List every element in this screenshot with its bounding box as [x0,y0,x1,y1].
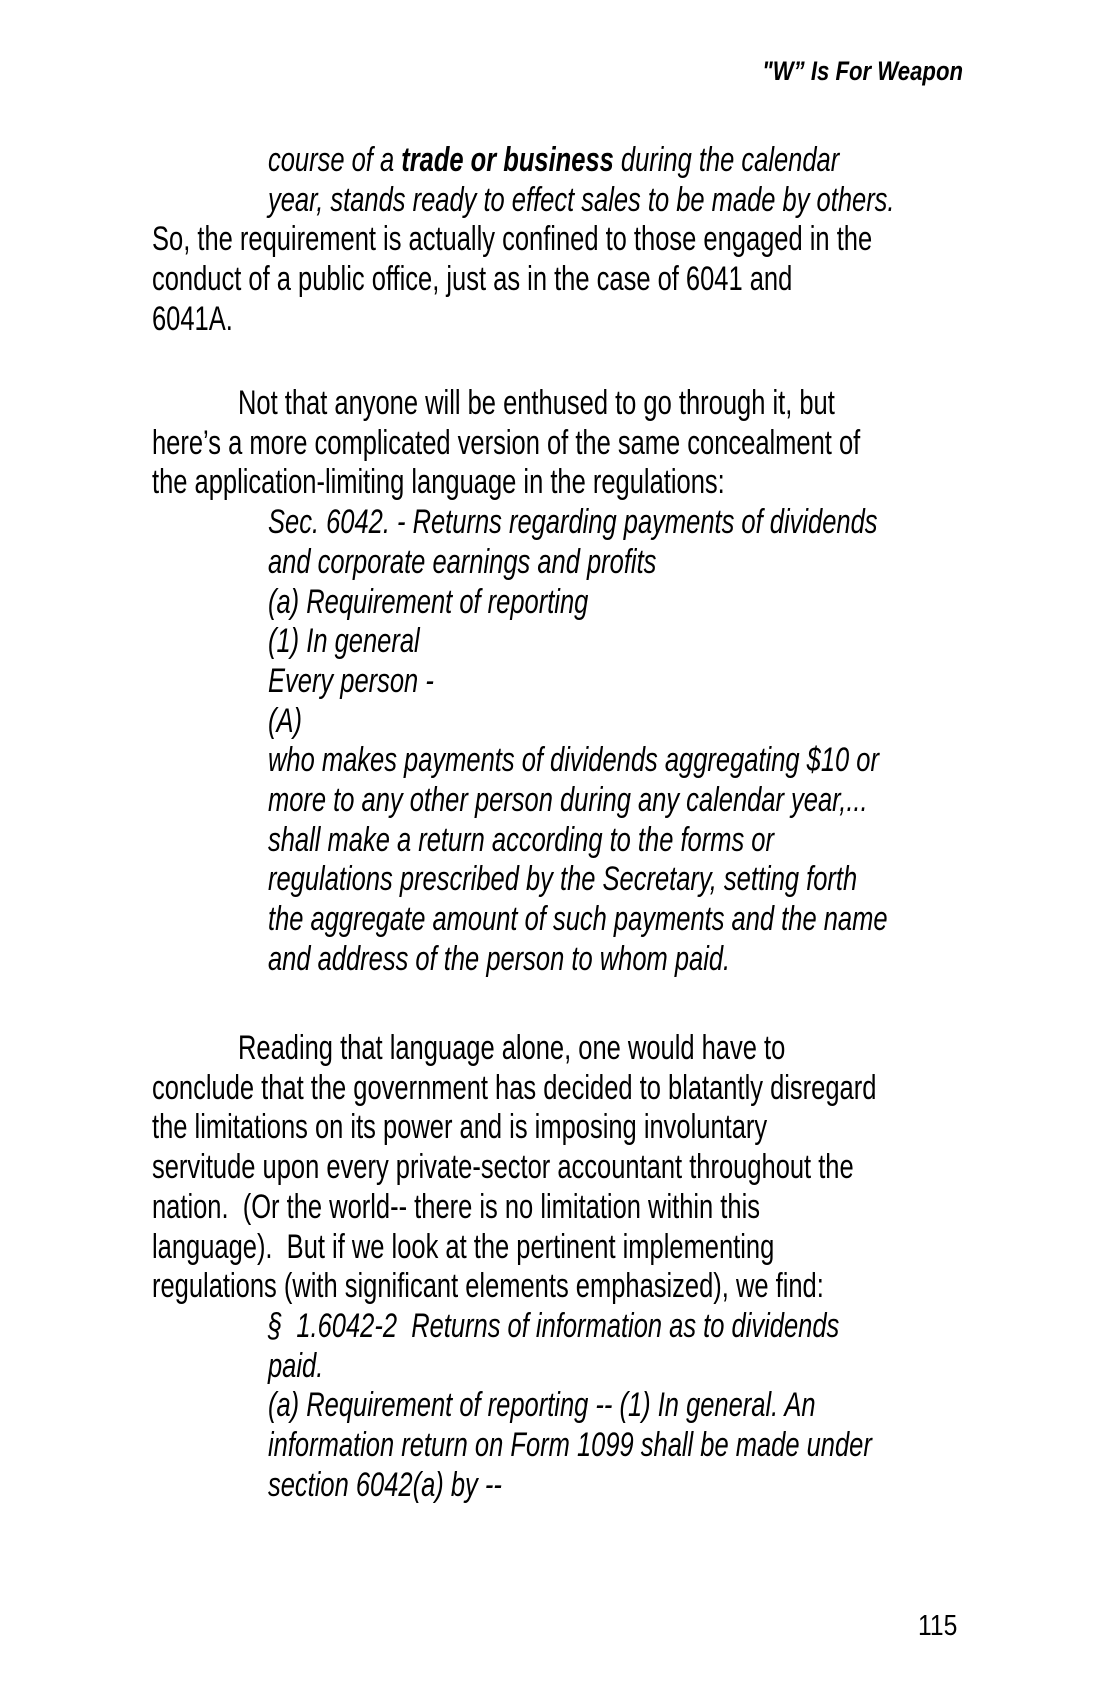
blockquote-line: and address of the person to whom paid. [268,939,731,978]
blockquote-line: (A) [268,701,302,740]
section-paragraph-and-quote [152,384,1096,980]
blockquote-line: § 1.6042-2 Returns of information as to dividends [268,1306,840,1345]
running-header-title: "W” Is For Weapon [762,56,963,86]
section-paragraph-and-quote [152,1029,1100,1505]
quote-text: course of a [268,141,402,179]
text-line: regulations (with significant elements emphasized), we find: [152,1267,824,1306]
blockquote-line: the aggregate amount of such payments and the name [268,900,888,939]
text-line: nation. (Or the world-- there is no limitation within this [152,1187,760,1226]
blockquote-line: information return on Form 1099 shall be made under [268,1426,872,1465]
text-line: the application-limiting language in the regulations: [152,463,725,502]
blockquote-line: (1) In general [268,622,420,661]
text-line: Not that anyone will be enthused to go through it, but [238,384,835,422]
blockquote-line: (a) Requirement of reporting -- (1) In general. An [268,1386,816,1425]
text-line: conduct of a public office, just as in the case of 6041 and [152,260,793,299]
blockquote-line: paid. [268,1346,324,1385]
text-line: Reading that language alone, one would have to [238,1029,786,1067]
page-number: 115 [918,1610,958,1642]
text-line: language). But if we look at the pertinent implementing [152,1227,775,1266]
blockquote-line: year, stands ready to effect sales to be made by others. [268,180,895,219]
blockquote-line: shall make a return according to the forms or [268,820,774,859]
blockquote-line: Sec. 6042. - Returns regarding payments of dividends [268,503,878,542]
section-quote-and-paragraph [152,141,1100,340]
quote-text: during the calendar [613,141,840,179]
text-line: here’s a more complicated version of the same concealment of [152,423,861,462]
blockquote-line: more to any other person during any calendar year,... [268,781,868,820]
blockquote-line: (a) Requirement of reporting [268,582,589,621]
blockquote-line: regulations prescribed by the Secretary, setting forth [268,860,858,899]
blockquote-line: who makes payments of dividends aggregating $10 or [268,741,879,780]
text-line: servitude upon every private-sector accountant throughout the [152,1148,854,1187]
text-line: the limitations on its power and is imposing involuntary [152,1108,768,1147]
blockquote-line [268,141,901,181]
text-line: conclude that the government has decided to blatantly disregard [152,1068,877,1107]
text-line: 6041A. [152,299,233,338]
quote-bold-text: trade or business [401,141,614,179]
blockquote-line: and corporate earnings and profits [268,542,657,581]
blockquote-line: section 6042(a) by -- [268,1465,502,1504]
blockquote-line: Every person - [268,661,434,700]
text-line: So, the requirement is actually confined to those engaged in the [152,220,873,259]
